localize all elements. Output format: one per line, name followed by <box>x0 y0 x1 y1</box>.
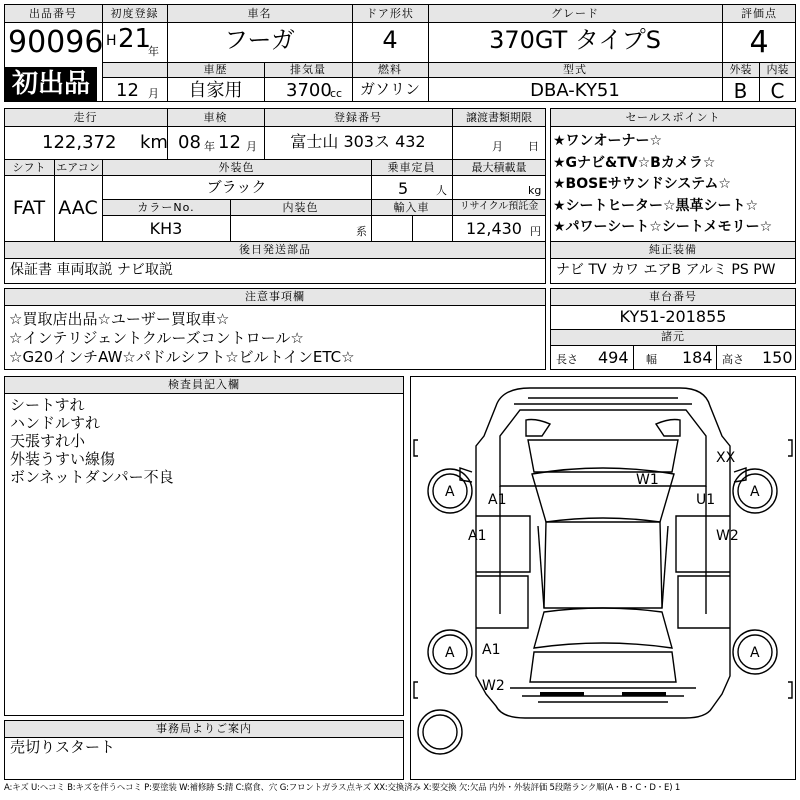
left-rear-lower-mark: W2 <box>482 678 505 694</box>
first-listing-badge: 初出品 <box>5 67 97 101</box>
shift-label: シフト <box>12 161 46 174</box>
shift-value: FAT <box>12 197 46 219</box>
right-side-mark: U1 <box>696 492 716 508</box>
mileage-unit: km <box>140 132 168 153</box>
int-color-unit: 系 <box>356 225 367 238</box>
color-no-label: カラーNo. <box>137 201 195 214</box>
exterior-label: 外装 <box>729 63 752 76</box>
import-label: 輸入車 <box>393 201 430 214</box>
history-value: 自家用 <box>188 80 243 101</box>
left-door-mark: A1 <box>468 528 487 544</box>
int-color-label: 内装色 <box>282 201 319 214</box>
rr-tire-mark: A <box>750 645 760 661</box>
recycle-label: リサイクル預託金 <box>459 201 539 212</box>
inspector-notes <box>10 396 174 486</box>
capacity-label: 乗車定員 <box>387 161 436 174</box>
length-label: 長さ <box>556 353 578 366</box>
plate-label: 登録番号 <box>334 111 382 124</box>
recycle-fee: 12,430 <box>466 219 522 238</box>
note-line: ☆G20インチAW☆パドルシフト☆ビルトインETC☆ <box>9 348 355 366</box>
displacement-label: 排気量 <box>290 63 326 76</box>
model-code: DBA-KY51 <box>530 80 620 101</box>
history-label: 車歴 <box>203 63 228 76</box>
ext-color-value: ブラック <box>206 178 267 196</box>
first-reg-era: H <box>106 33 117 49</box>
notes-list <box>9 310 355 367</box>
grade-label: グレード <box>551 7 599 20</box>
eval-label: 評価点 <box>741 7 777 20</box>
car-diagram <box>410 376 796 780</box>
door-count: 4 <box>382 26 398 54</box>
later-parts-label: 後日発送部品 <box>239 243 311 256</box>
first-reg-year: 21 <box>118 24 152 54</box>
lot-no-label: 出品番号 <box>29 7 77 20</box>
equipment-label: 純正装備 <box>649 243 697 256</box>
inspector-note: 外装うすい線傷 <box>10 450 116 468</box>
chassis-label: 車台番号 <box>649 290 697 303</box>
capacity-value: 5 <box>398 179 409 198</box>
transfer-day-unit: 日 <box>528 140 539 153</box>
chassis-number: KY51-201855 <box>619 307 727 326</box>
recycle-unit: 円 <box>530 225 541 238</box>
interior-label: 内装 <box>766 63 789 76</box>
fuel-label: 燃料 <box>378 63 402 76</box>
capacity-unit: 人 <box>436 184 447 197</box>
inspection-label: 車検 <box>203 111 228 124</box>
mileage-label: 走行 <box>73 111 98 124</box>
aircon-value: AAC <box>58 197 98 219</box>
width-label: 幅 <box>646 353 657 366</box>
lot-number: 90096 <box>8 25 104 60</box>
load-unit: kg <box>528 184 542 197</box>
door-label: ドア形状 <box>366 7 414 20</box>
fuel-value: ガソリン <box>359 80 420 98</box>
notes-label: 注意事項欄 <box>245 290 305 303</box>
height-label: 高さ <box>722 353 744 366</box>
inspection-year-unit: 年 <box>204 140 215 153</box>
inspector-label: 検査員記入欄 <box>168 378 240 391</box>
inspector-note: ボンネットダンパー不良 <box>10 468 174 486</box>
sales-point: ★BOSEサウンドシステム☆ <box>553 176 731 192</box>
model-label: 型式 <box>563 63 587 76</box>
aircon-label: エアコン <box>56 161 100 174</box>
first-reg-label: 初度登録 <box>110 7 159 20</box>
width-value: 184 <box>682 348 713 367</box>
first-reg-year-unit: 年 <box>148 45 159 58</box>
ext-color-label: 外装色 <box>218 161 255 174</box>
right-door-mark: W2 <box>716 528 739 544</box>
hood-mark: W1 <box>636 472 659 488</box>
legend-text: A:キズ U:ヘコミ B:キズを伴うヘコミ P:要塗装 W:補修跡 S:錆 C:腐食、穴 G:フロントガラス点キズ XX:交換済み X:要交換 欠:欠品 内外・外装評価 5段階ランク順(A・B・C・D・E) 1 <box>4 783 681 793</box>
color-no-value: KH3 <box>149 219 183 238</box>
office-label: 事務局よりご案内 <box>156 722 252 735</box>
note-line: ☆インテリジェントクルーズコントロール☆ <box>9 329 304 347</box>
max-load-label: 最大積載量 <box>471 161 527 174</box>
rf-tire-mark: A <box>750 484 760 500</box>
first-reg-month-unit: 月 <box>148 87 159 100</box>
inspector-note: ハンドルすれ <box>10 414 101 432</box>
sales-point: ★ワンオーナー☆ <box>553 133 663 149</box>
specs-label: 諸元 <box>661 330 685 343</box>
sales-point: ★Gナビ&TV☆Bカメラ☆ <box>553 154 716 171</box>
note-line: ☆買取店出品☆ユーザー買取車☆ <box>9 310 230 328</box>
inspection-month-unit: 月 <box>246 140 257 153</box>
right-front-mark: XX <box>716 450 736 466</box>
transfer-label: 譲渡書類期限 <box>466 111 532 124</box>
sales-point: ★シートヒーター☆黒革シート☆ <box>553 197 759 214</box>
office-note: 売切りスタート <box>10 738 116 756</box>
grade-value: 370GT タイプS <box>489 26 661 54</box>
transfer-month-unit: 月 <box>492 140 503 153</box>
inspector-note: シートすれ <box>10 396 85 414</box>
interior-grade: C <box>770 79 785 103</box>
front-left-mark: A1 <box>488 492 507 508</box>
left-rear-mark: A1 <box>482 642 501 658</box>
mileage-value: 122,372 <box>42 132 117 153</box>
exterior-grade: B <box>733 79 748 103</box>
displacement-unit: cc <box>330 87 343 100</box>
inspector-note: 天張すれ小 <box>10 432 86 450</box>
car-name: フーガ <box>224 26 295 54</box>
inspection-month: 12 <box>218 132 241 153</box>
car-name-label: 車名 <box>247 7 272 20</box>
lr-tire-mark: A <box>445 645 455 661</box>
length-value: 494 <box>598 348 629 367</box>
equipment-value: ナビ TV カワ エアB アルミ PS PW <box>556 262 776 278</box>
sales-point: ★パワーシート☆シートメモリー☆ <box>553 219 773 235</box>
displacement-value: 3700 <box>286 80 332 101</box>
sales-points-list <box>553 131 772 239</box>
later-parts-value: 保証書 車両取説 ナビ取説 <box>10 262 173 278</box>
inspection-year: 08 <box>178 132 201 153</box>
plate-value: 富士山 303ス 432 <box>290 132 426 151</box>
sales-points-label: セールスポイント <box>625 111 721 124</box>
first-reg-month: 12 <box>116 80 139 101</box>
eval-score: 4 <box>749 25 769 60</box>
lf-tire-mark: A <box>445 484 455 500</box>
height-value: 150 <box>762 348 793 367</box>
